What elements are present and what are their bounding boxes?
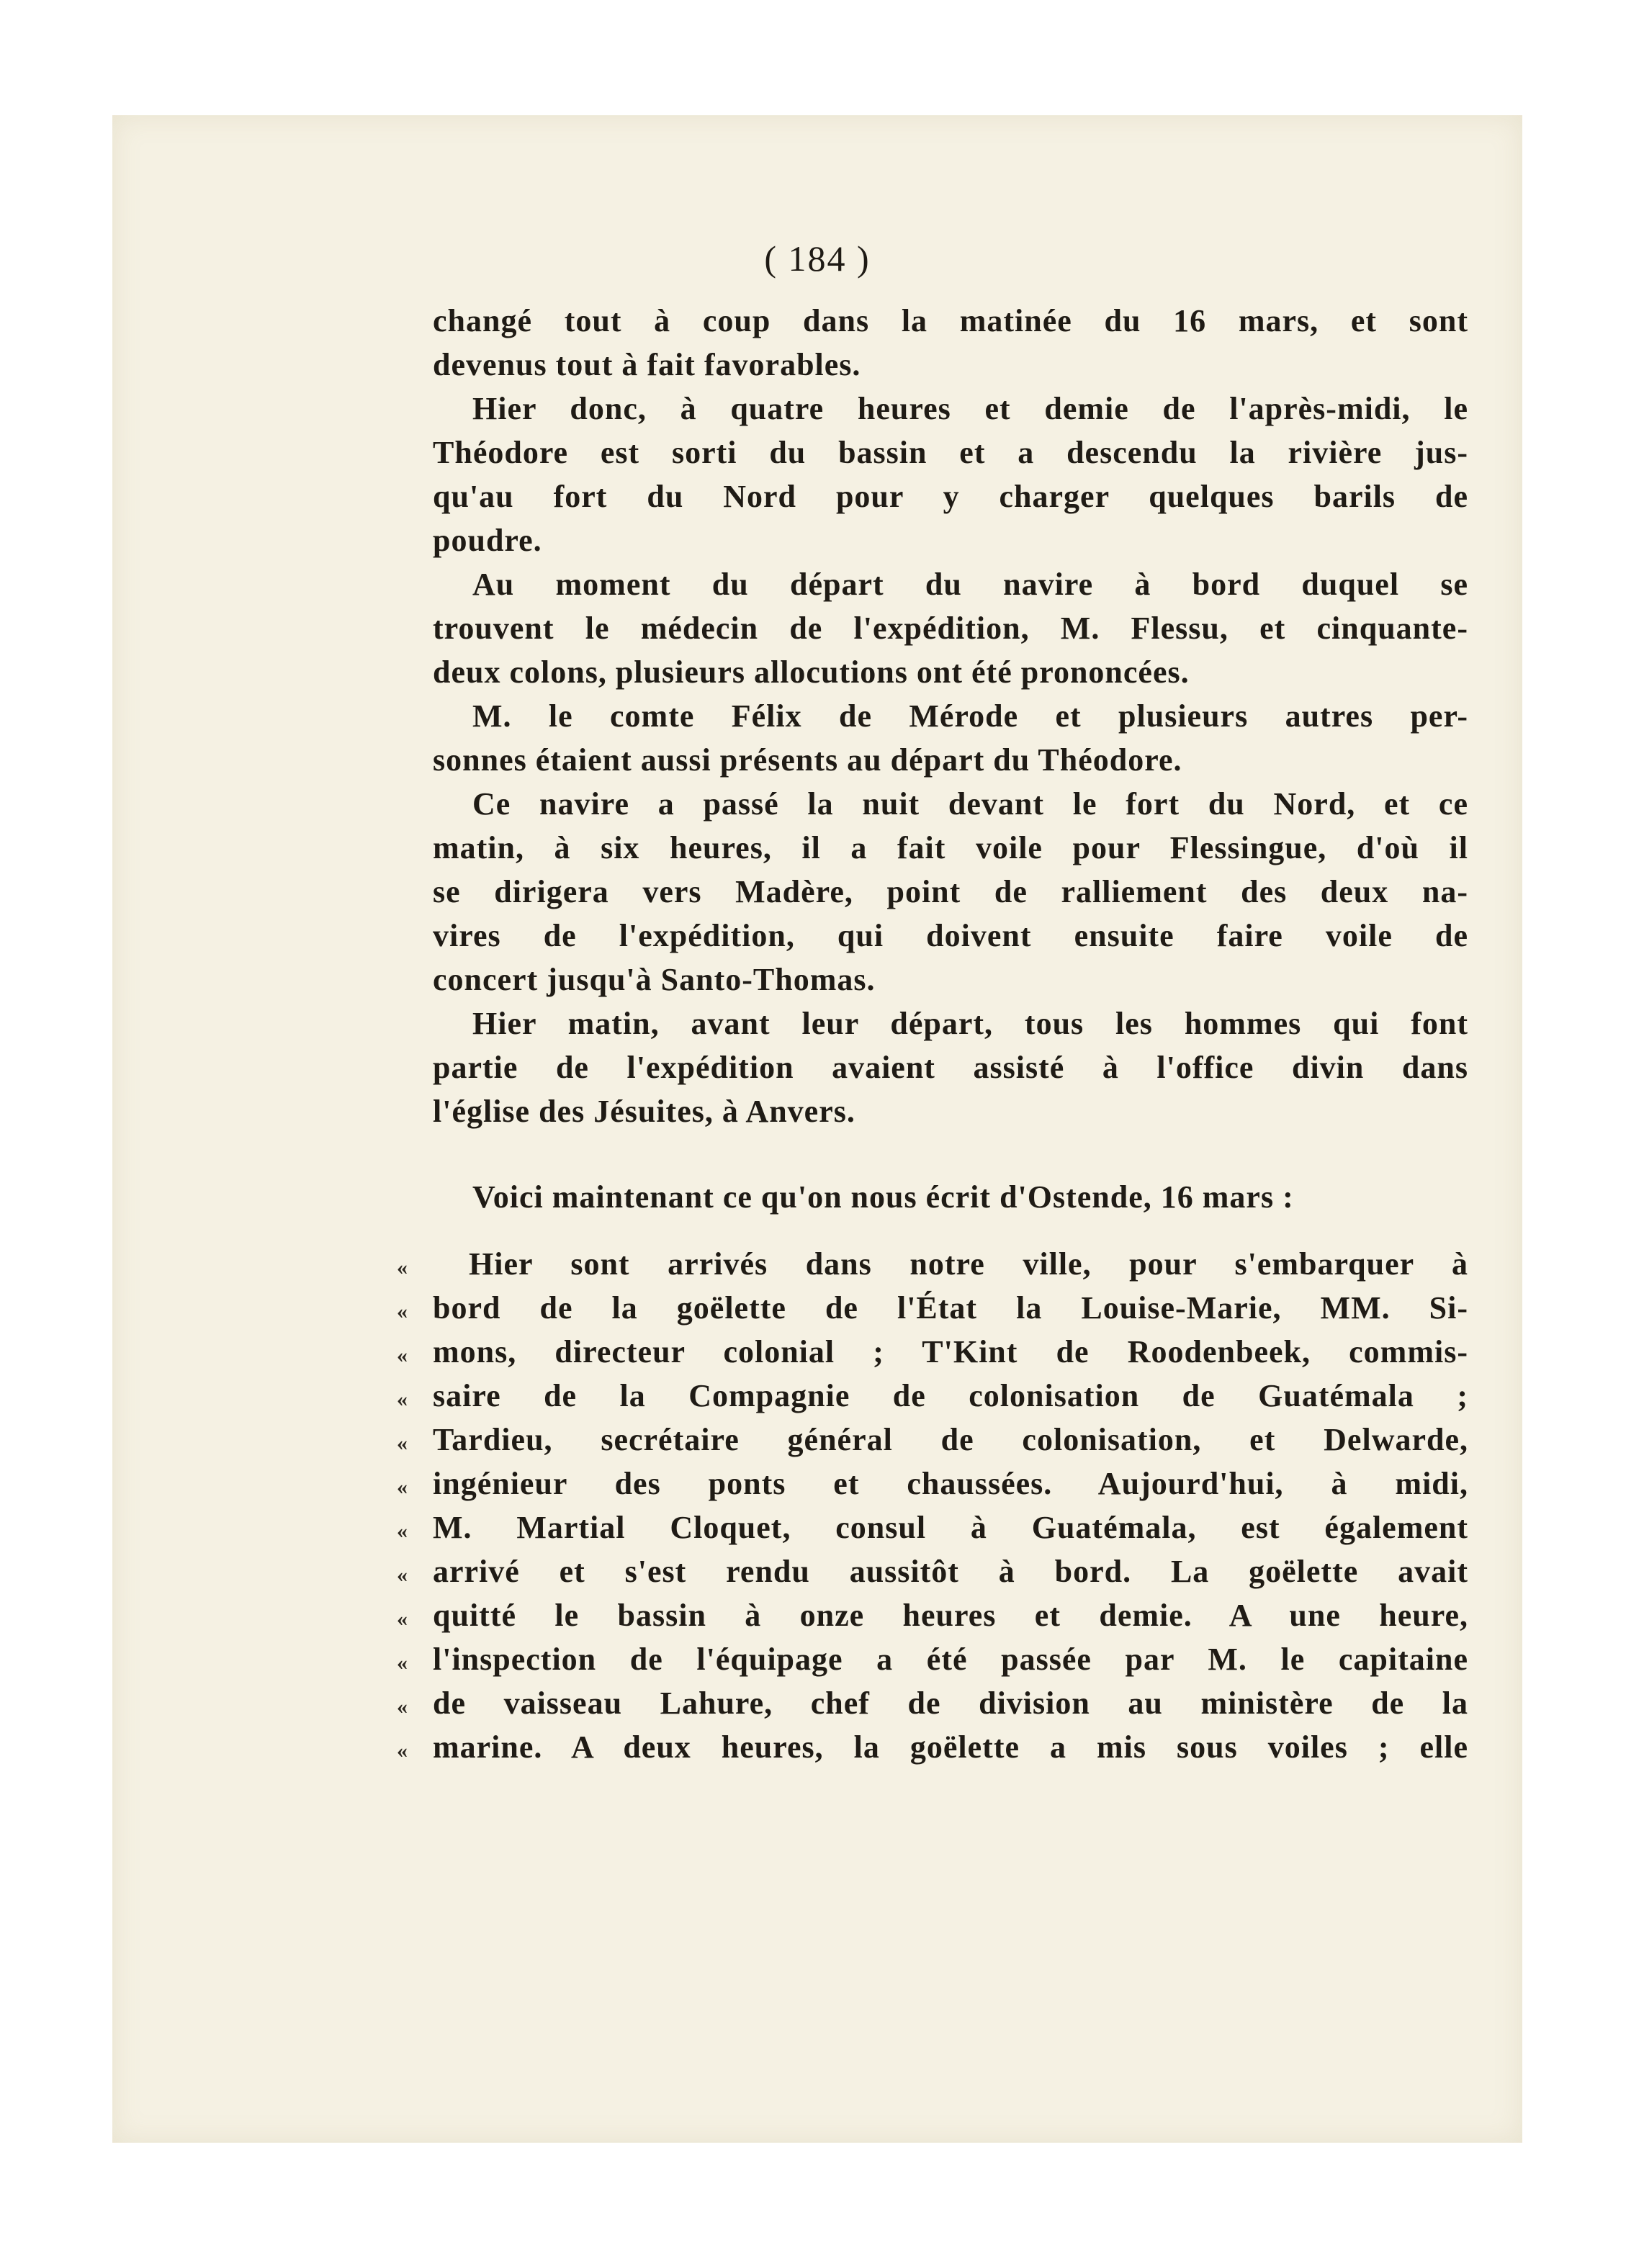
quote-text: de vaisseau Lahure, chef de division au ministère de la (433, 1686, 1468, 1721)
text-line: M. le comte Félix de Mérode et plusieurs autres per- (472, 698, 1468, 734)
quote-mark: « (397, 1519, 408, 1543)
quote-text: mons, directeur colonial ; T'Kint de Roodenbeek, commis- (433, 1334, 1468, 1369)
text-line: qu'au fort du Nord pour y charger quelques barils de (433, 479, 1468, 514)
quote-line (397, 1681, 1468, 1725)
quote-mark: « (397, 1431, 408, 1455)
text-line: sonnes étaient aussi présents au départ du Théodore. (433, 742, 1182, 778)
paragraph (433, 299, 1468, 387)
quote-line (397, 1286, 1468, 1330)
quote-text: ingénieur des ponts et chaussées. Aujourd'hui, à midi, (433, 1466, 1468, 1501)
text-line: changé tout à coup dans la matinée du 16 mars, et sont (433, 303, 1468, 338)
quote-line (397, 1549, 1468, 1593)
page-number-header: ( 184 ) (764, 238, 871, 279)
text-line: Hier donc, à quatre heures et demie de l'après-midi, le (472, 391, 1468, 426)
paragraph (433, 1002, 1468, 1133)
text-line: poudre. (433, 523, 542, 558)
text-line: concert jusqu'à Santo-Thomas. (433, 962, 876, 997)
text-line: Au moment du départ du navire à bord duquel se (472, 567, 1468, 602)
text-line: matin, à six heures, il a fait voile pour Flessingue, d'où il (433, 830, 1468, 865)
paragraph (433, 694, 1468, 782)
quote-mark: « (397, 1607, 408, 1631)
quote-mark: « (397, 1695, 408, 1719)
text-line: Théodore est sorti du bassin et a descendu la rivière jus- (433, 435, 1468, 470)
quote-line (397, 1418, 1468, 1462)
text-line: devenus tout à fait favorables. (433, 347, 861, 382)
quote-text: bord de la goëlette de l'État la Louise-Marie, MM. Si- (433, 1290, 1468, 1326)
quote-line (397, 1637, 1468, 1681)
quote-line (397, 1593, 1468, 1637)
paragraph (433, 387, 1468, 562)
quote-text: l'inspection de l'équipage a été passée par M. le capitaine (433, 1642, 1468, 1677)
quote-mark: « (397, 1475, 408, 1499)
quote-mark: « (397, 1739, 408, 1763)
quote-mark: « (397, 1387, 408, 1411)
quote-text: Tardieu, secrétaire général de colonisation, et Delwarde, (433, 1422, 1468, 1457)
quote-text: M. Martial Cloquet, consul à Guatémala, est également (433, 1510, 1468, 1545)
quote-line (397, 1242, 1468, 1286)
text-line: trouvent le médecin de l'expédition, M. Flessu, et cinquante- (433, 611, 1468, 646)
quote-mark: « (397, 1651, 408, 1675)
quote-line (397, 1330, 1468, 1374)
text-line: deux colons, plusieurs allocutions ont été prononcées. (433, 654, 1190, 690)
text-line: vires de l'expédition, qui doivent ensuite faire voile de (433, 918, 1468, 953)
quote-line (397, 1506, 1468, 1549)
quote-text: arrivé et s'est rendu aussitôt à bord. La goëlette avait (433, 1554, 1468, 1589)
quote-line (397, 1725, 1468, 1769)
quote-mark: « (397, 1563, 408, 1587)
text-line: partie de l'expédition avaient assisté à l'office divin dans (433, 1050, 1468, 1085)
text-line: Hier matin, avant leur départ, tous les hommes qui font (472, 1006, 1468, 1041)
book-page (112, 115, 1522, 2143)
intro-line: Voici maintenant ce qu'on nous écrit d'Ostende, 16 mars : (472, 1179, 1294, 1215)
text-line: se dirigera vers Madère, point de ralliement des deux na- (433, 874, 1468, 909)
quote-text: marine. A deux heures, la goëlette a mis sous voiles ; elle (433, 1729, 1468, 1765)
paragraph (433, 562, 1468, 694)
quote-text: quitté le bassin à onze heures et demie. A une heure, (433, 1598, 1468, 1633)
paragraph (433, 782, 1468, 1002)
quote-mark: « (397, 1300, 408, 1323)
text-line: Ce navire a passé la nuit devant le fort du Nord, et ce (472, 786, 1468, 822)
quote-line (397, 1374, 1468, 1418)
quote-mark: « (397, 1344, 408, 1367)
body-text (397, 299, 1468, 1769)
quote-text: Hier sont arrivés dans notre ville, pour s'embarquer à (469, 1246, 1468, 1282)
quoted-letter (397, 1242, 1468, 1769)
quote-line (397, 1462, 1468, 1506)
quote-mark: « (397, 1256, 408, 1279)
text-line: l'église des Jésuites, à Anvers. (433, 1094, 855, 1129)
quote-text: saire de la Compagnie de colonisation de Guatémala ; (433, 1378, 1468, 1413)
